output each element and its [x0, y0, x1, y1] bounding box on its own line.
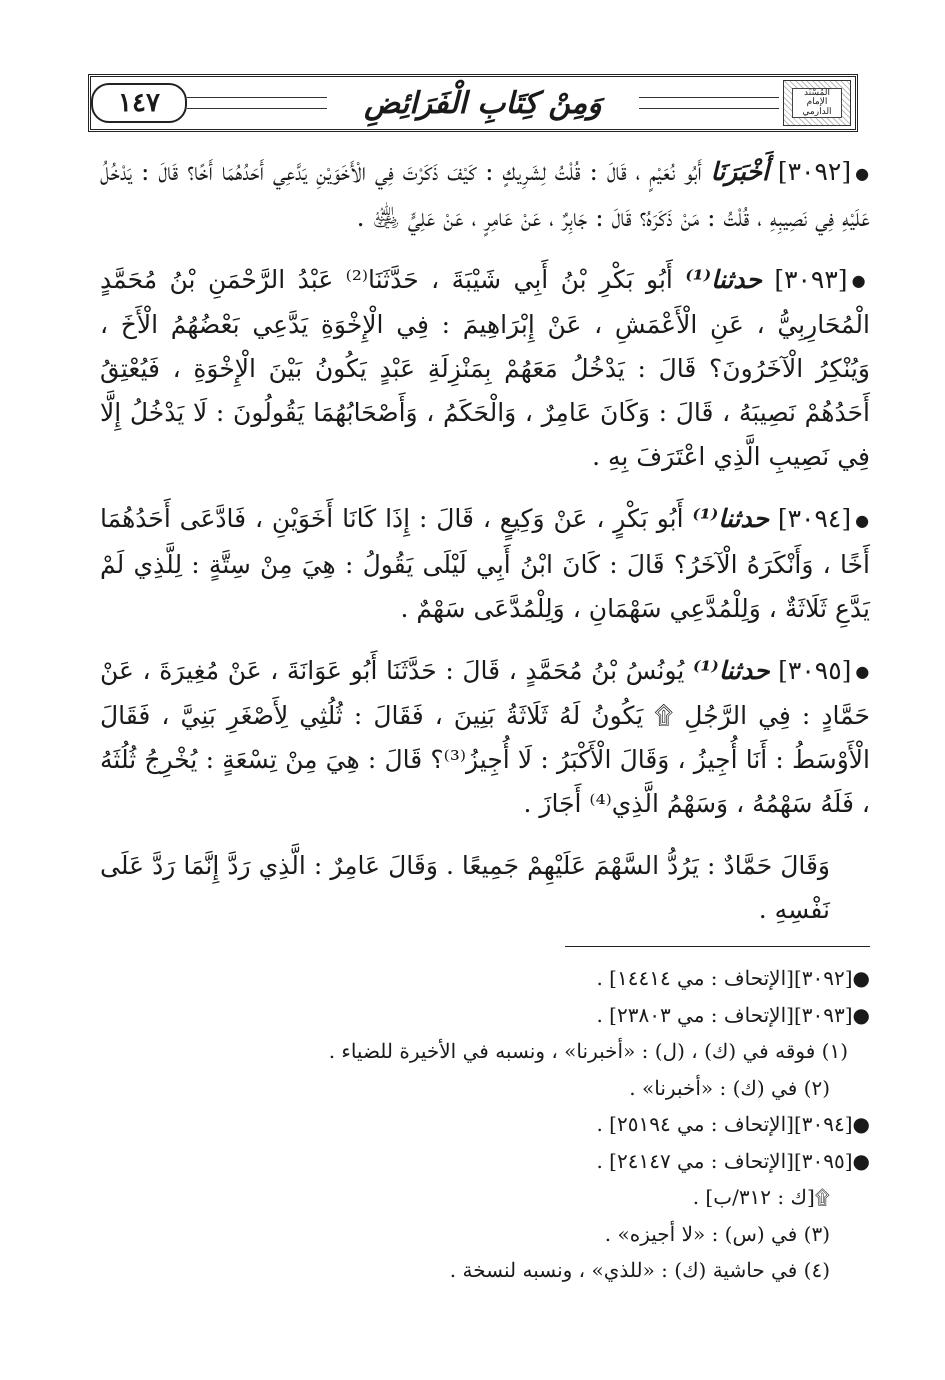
hadith-text: أَبُو بَكْرٍ ، عَنْ وَكِيعٍ ، قَالَ : إِذَا كَانَا أَخَوَيْنِ ، فَادَّعَى أَحَدُهُمَا أَخًا ، وَأَنْكَرَهُ الْآخَرُ؟ قَالَ : كَانَ ابْنُ أَبِي لَيْلَى يَقُولُ : هِيَ مِنْ سِتَّةٍ : لِلَّذِي لَمْ يَدَّعِ ثَلَاثَةٌ ، وَلِلْمُدَّعِي سَهْمَانِ ، وَلِلْمُدَّعَى سَهْمٌ .: [100, 504, 870, 623]
hadith-number: [٣٠٩٢]: [777, 157, 852, 186]
footnote: (١) فوقه في (ك) ، (ل) : «أخبرنا» ، ونسبه في الأخيرة للضياء .: [328, 1039, 848, 1063]
footnote: (٤) في حاشية (ك) : «للذي» ، ونسبه لنسخة .: [449, 1258, 830, 1282]
footnotes: [100, 960, 870, 1289]
hadith-3095: [100, 649, 870, 827]
page-header: [88, 74, 858, 132]
hadith-number: [٣٠٩٥]: [778, 655, 852, 685]
hadith-text: يُونُسُ بْنُ مُحَمَّدٍ ، قَالَ : حَدَّثَنَا أَبُو عَوَانَةَ ، عَنْ مُغِيرَةَ ، عَنْ حَمَّادٍ : فِي الرَّجُلِ ۩ يَكُونُ لَهُ ثَلَاثَةُ بَنِينَ ، فَقَالَ : ثُلُثِي لِأَصْغَرِ بَنِيَّ ، فَقَالَ الْأَوْسَطُ : أَنَا أُجِيزُ ، وَقَالَ الْأَكْبَرُ : لَا أُجِيزُ⁽³⁾؟ قَالَ : هِيَ مِنْ تِسْعَةٍ : يُخْرِجُ ثُلُثَهُ ، فَلَهُ سَهْمُهُ ، وَسَهْمُ الَّذِي⁽⁴⁾ أَجَازَ .: [100, 655, 870, 818]
ornament-logo: [783, 80, 851, 126]
hadith-text: أَبُو نُعَيْمٍ ، قَالَ : قُلْتُ لِشَرِيكٍ : كَيْفَ ذَكَرْتَ فِي الْأَخَوَيْنِ يَدَّعِي أَحَدُهُمَا أَخًا؟ قَالَ : يَدْخُلُ عَلَيْهِ فِي نَصِيبِهِ ، قُلْتُ : مَنْ ذَكَرَهُ؟ قَالَ : جَابِرٌ ، عَنْ عَامِرٍ ، عَنْ عَلِيٍّ ﵁ .: [100, 157, 870, 232]
header-rule: [187, 97, 327, 109]
hadith-number: [٣٠٩٤]: [777, 504, 852, 533]
ornament-logo-text: المُسْنَد الإمام الدارمي: [792, 88, 842, 118]
bullet-icon: ●: [851, 271, 871, 290]
hadith-number: [٣٠٩٣]: [774, 264, 848, 294]
footnote-divider: [565, 946, 870, 947]
hadith-3093: [100, 258, 870, 480]
footnote-ref: ●[٣٠٩٥][الإتحاف : مي ٢٤١٤٧] .: [596, 1148, 870, 1173]
page-number: [91, 83, 187, 123]
footnote: (٣) في (س) : «لا أجيزه» .: [604, 1221, 830, 1246]
bullet-icon: ●: [855, 163, 870, 183]
hadith-3094: [100, 497, 870, 631]
footnote-manuscript-ref: ۩[ك : ٣١٢/ب] .: [692, 1185, 830, 1209]
hadith-text: أَبُو بَكْرِ بْنُ أَبِي شَيْبَةَ ، حَدَّثَنَا⁽²⁾ عَبْدُ الرَّحْمَنِ بْنُ مُحَمَّدٍ الْمُحَارِبِيُّ ، عَنِ الْأَعْمَشِ ، عَنْ إِبْرَاهِيمَ : فِي الْإِخْوَةِ يَدَّعِي بَعْضُهُمُ الْأَخَ ، وَيُنْكِرُ الْآخَرُونَ؟ قَالَ : يَدْخُلُ مَعَهُمْ بِمَنْزِلَةِ عَبْدٍ يَكُونُ بَيْنَ الْإِخْوَةِ ، فَيُعْتِقُ أَحَدُهُمْ نَصِيبَهُ ، قَالَ : وَكَانَ عَامِرٌ ، وَالْحَكَمُ ، وَأَصْحَابُهُمَا يَقُولُونَ : لَا يَدْخُلُ إِلَّا فِي نَصِيبِ الَّذِي اعْتَرَفَ بِهِ .: [100, 264, 870, 471]
hadith-intro: حدثنا⁽¹⁾: [692, 655, 770, 685]
hadith-intro: أَخْبَرَنَا: [710, 157, 769, 186]
hadith-3092: [100, 150, 870, 240]
hadith-intro: حدثنا⁽¹⁾: [685, 264, 762, 294]
footnote-ref: ●[٣٠٩٢][الإتحاف : مي ١٤٤١٤] .: [596, 966, 870, 990]
footnote-ref: ●[٣٠٩٣][الإتحاف : مي ٢٣٨٠٣] .: [596, 1002, 870, 1027]
bullet-icon: ●: [855, 662, 871, 681]
running-title: وَمِنْ كِتَابِ الْفَرَائِضِ: [364, 85, 602, 121]
main-text: [100, 150, 870, 950]
footnote-ref: ●[٣٠٩٤][الإتحاف : مي ٢٥١٩٤] .: [596, 1112, 870, 1136]
hadith-intro: حدثنا⁽¹⁾: [692, 504, 769, 533]
page-number-text: ١٤٧: [118, 88, 160, 118]
footnote: (٢) في (ك) : «أخبرنا» .: [629, 1075, 830, 1100]
bullet-icon: ●: [855, 510, 870, 530]
header-rule-right: [639, 97, 779, 109]
closing-paragraph: وَقَالَ حَمَّادٌ : يَرُدُّ السَّهْمَ عَلَيْهِمْ جَمِيعًا . وَقَالَ عَامِرٌ : الَّذِي رَدَّ إِنَّمَا رَدَّ عَلَى نَفْسِهِ .: [100, 851, 830, 924]
